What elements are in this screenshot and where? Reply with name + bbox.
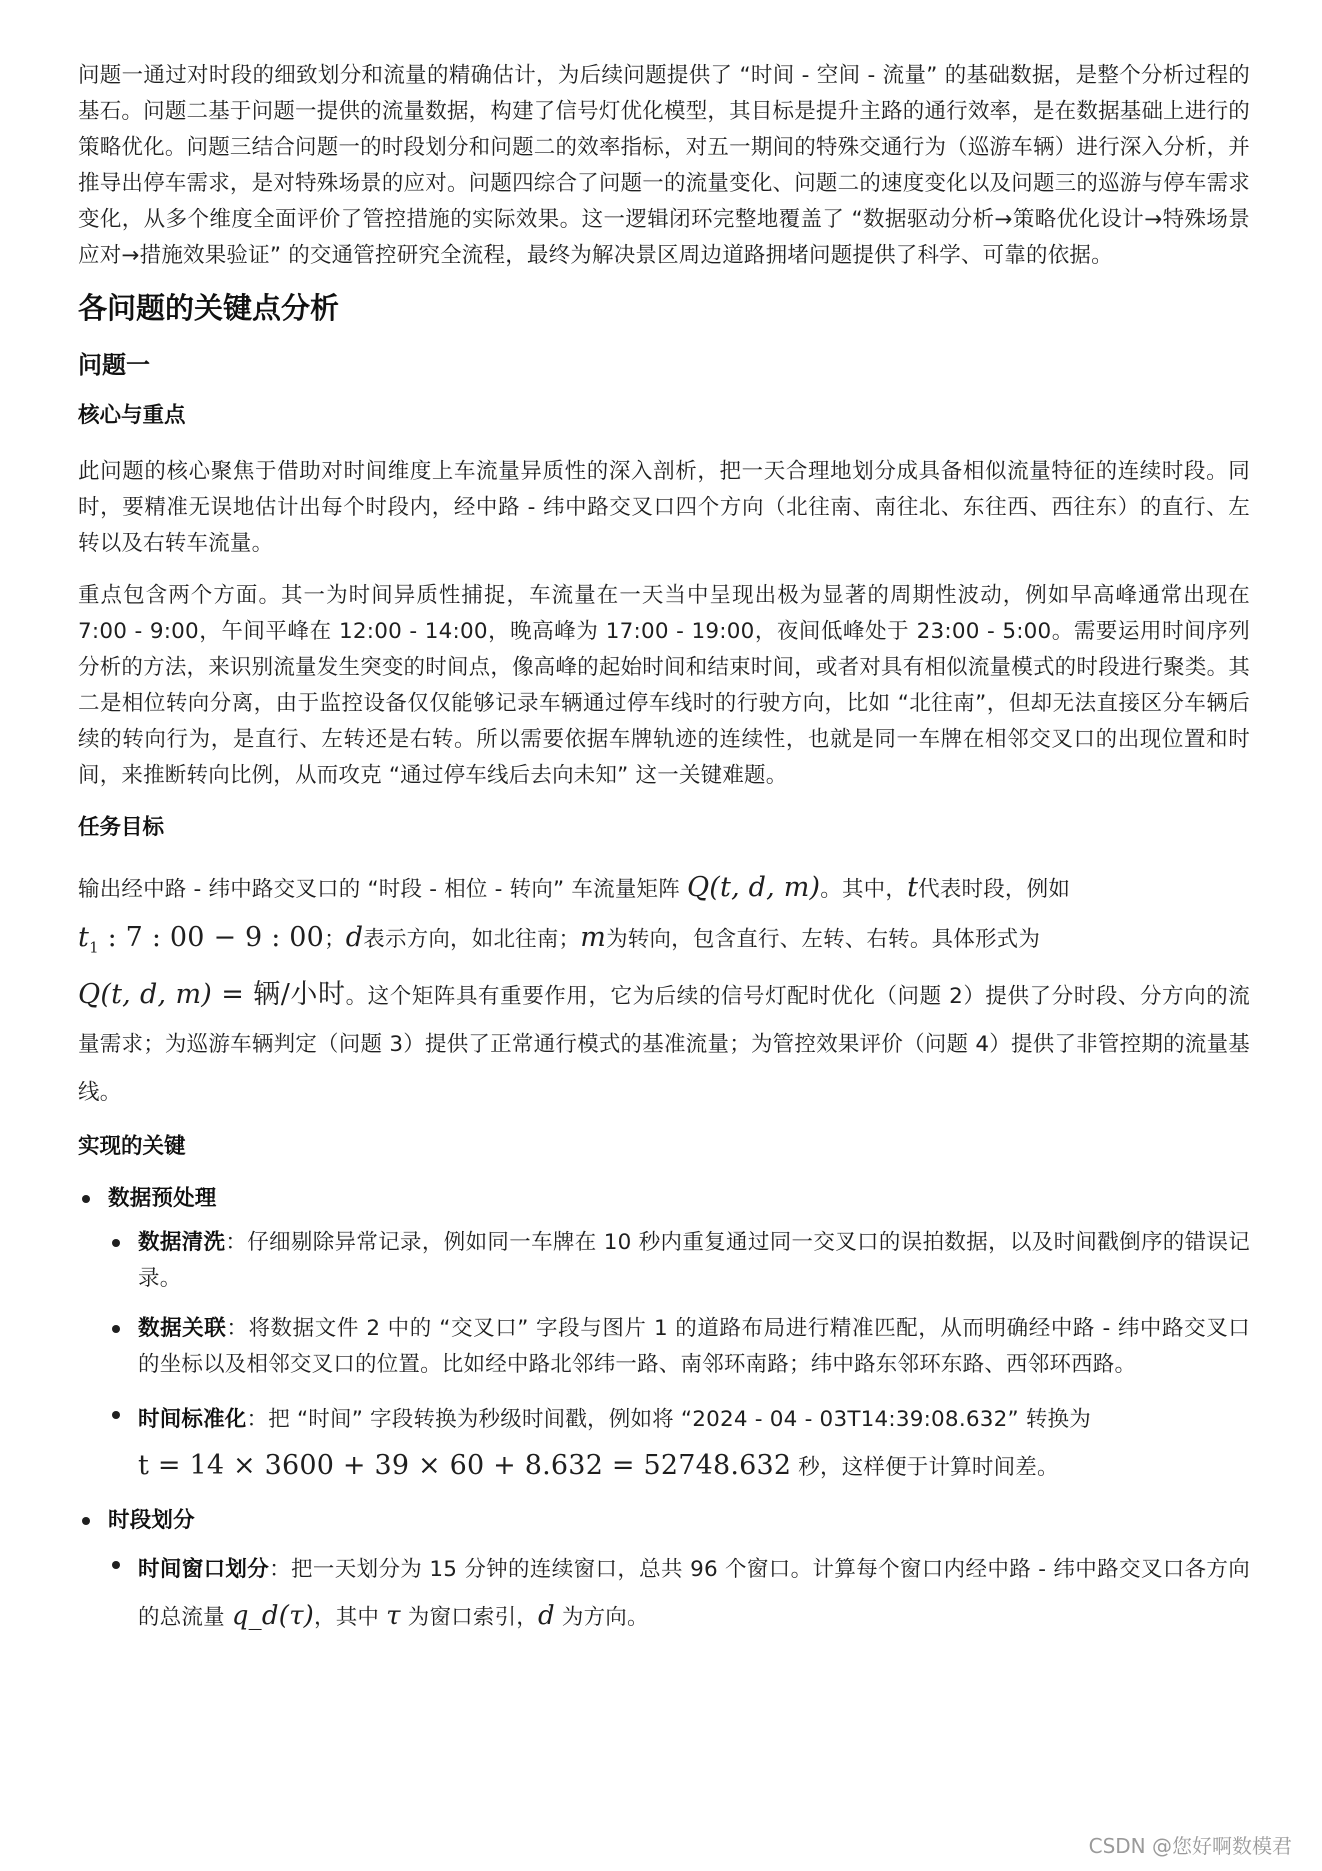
task-heading: 任务目标 bbox=[78, 815, 165, 840]
problem-title: 问题一 bbox=[78, 351, 150, 379]
task-paragraph bbox=[78, 864, 1250, 1117]
clean-label: 数据清洗 bbox=[138, 1230, 226, 1256]
task-text-2: 。其中， bbox=[820, 877, 908, 902]
task-text-5: 表示方向，如北往南； bbox=[363, 927, 581, 952]
time-tail: 秒，这样便于计算时间差。 bbox=[791, 1455, 1059, 1481]
window-text-3: 为窗口索引， bbox=[400, 1605, 538, 1631]
document-page bbox=[78, 58, 1250, 1641]
task-text-7: 。这个矩阵具有重要作用，它为后续的信号灯配时优化（问题 2）提供了分时段、分方向的流量需求；为巡游车辆判定（问题 3）提供了正常通行模式的基准流量；为管控效果评价（问题 4）提供了非管控期的流量基线。 bbox=[78, 984, 1250, 1106]
watermark: CSDN @您好啊数模君 bbox=[1088, 1834, 1292, 1858]
clean-item bbox=[138, 1225, 1250, 1297]
formula-t1: $t_1$ bbox=[78, 922, 99, 957]
list-item bbox=[78, 1311, 1250, 1383]
task-text-6: 为转向，包含直行、左转、右转。具体形式为 bbox=[606, 927, 1041, 952]
task-text-4: ； bbox=[324, 927, 346, 952]
list-item bbox=[78, 1547, 1250, 1641]
time-text: ：把 “时间” 字段转换为秒级时间戳，例如将 “2024 - 04 - 03T14:39:08.632” 转换为 bbox=[246, 1407, 1091, 1433]
formula-Q-2: Q(t, d, m) bbox=[78, 979, 213, 1011]
task-text-1: 输出经中路 - 纬中路交叉口的 “时段 - 相位 - 转向” 车流量矩阵 bbox=[78, 877, 687, 902]
window-label: 时间窗口划分 bbox=[138, 1557, 270, 1583]
time-item bbox=[138, 1397, 1250, 1491]
intro-paragraph: 问题一通过对时段的细致划分和流量的精确估计，为后续问题提供了 “时间 - 空间 - 流量” 的基础数据，是整个分析过程的基石。问题二基于问题一提供的流量数据，构建了信号灯优化模型，其目标是提升主路的通行效率，是在数据基础上进行的策略优化。问题三结合问题一的时段划分和问题二的效率指标，对五一期间的特殊交通行为（巡游车辆）进行深入分析，并推导出停车需求，是对特殊场景的应对。问题四综合了问题一的流量变化、问题二的速度变化以及问题三的巡游与停车需求变化，从多个维度全面评价了管控措施的实际效果。这一逻辑闭环完整地覆盖了 “数据驱动分析→策略优化设计→特殊场景应对→措施效果验证” 的交通管控研究全流程，最终为解决景区周边道路拥堵问题提供了科学、可靠的依据。 bbox=[78, 63, 1250, 268]
list-item bbox=[78, 1503, 1250, 1539]
formula-t: t bbox=[907, 872, 919, 903]
list-item bbox=[78, 1181, 1250, 1217]
list-item bbox=[78, 1225, 1250, 1297]
formula-Q: Q(t, d, m) bbox=[686, 872, 821, 903]
core-paragraph-2: 重点包含两个方面。其一为时间异质性捕捉，车流量在一天当中呈现出极为显著的周期性波动，例如早高峰通常出现在 7:00 - 9:00，午间平峰在 12:00 - 14:00，晚高峰为 17:00 - 19:00，夜间低峰处于 23:00 - 5:00。需要运用时间序列分析的方法，来识别流量发生突变的时间点，像高峰的起始时间和结束时间，或者对具有相似流量模式的时段进行聚类。其二是相位转向分离，由于监控设备仅仅能够记录车辆通过停车线时的行驶方向，比如 “北往南”，但却无法直接区分车辆后续的转向行为，是直行、左转还是右转。所以需要依据车牌轨迹的连续性，也就是同一车牌在相邻交叉口的出现位置和时间，来推断转向比例，从而攻克 “通过停车线后去向未知” 这一关键难题。 bbox=[78, 583, 1250, 788]
impl-list bbox=[78, 1181, 1250, 1641]
impl-heading: 实现的关键 bbox=[78, 1134, 186, 1160]
preprocess-label: 数据预处理 bbox=[108, 1186, 217, 1212]
formula-tau: τ bbox=[386, 1601, 401, 1632]
list-item bbox=[78, 1397, 1250, 1491]
formula-d: d bbox=[345, 922, 364, 953]
window-text: ：把一天划分为 15 分钟的连续窗口，总共 96 个窗口。计算每个窗口内经中路 - 纬中路交叉口各方向的总流量 bbox=[138, 1557, 1250, 1631]
time-label: 时间标准化 bbox=[138, 1407, 247, 1433]
link-label: 数据关联 bbox=[138, 1316, 227, 1342]
clean-text: ：仔细剔除异常记录，例如同一车牌在 10 秒内重复通过同一交叉口的误拍数据，以及时间戳倒序的错误记录。 bbox=[138, 1230, 1250, 1292]
formula-timestamp: t = 14 × 3600 + 39 × 60 + 8.632 = 52748.632 bbox=[138, 1450, 792, 1482]
formula-time-range: : 7 : 00 − 9 : 00 bbox=[98, 922, 325, 953]
formula-m: m bbox=[580, 922, 607, 953]
window-text-4: 为方向。 bbox=[554, 1605, 649, 1631]
window-item bbox=[138, 1547, 1250, 1641]
section-title: 各问题的关键点分析 bbox=[78, 291, 340, 325]
link-text: ：将数据文件 2 中的 “交叉口” 字段与图片 1 的道路布局进行精准匹配，从而明确经中路 - 纬中路交叉口的坐标以及相邻交叉口的位置。比如经中路北邻纬一路、南邻环南路；纬中路东邻环东路、西邻环西路。 bbox=[138, 1316, 1250, 1378]
formula-d-2: d bbox=[538, 1601, 555, 1632]
core-heading: 核心与重点 bbox=[78, 403, 186, 428]
task-text-3: 代表时段，例如 bbox=[918, 877, 1071, 902]
link-item bbox=[138, 1311, 1250, 1383]
formula-unit: = 辆/小时 bbox=[212, 979, 346, 1011]
window-text-2: ，其中 bbox=[314, 1605, 387, 1631]
core-paragraph-1: 此问题的核心聚焦于借助对时间维度上车流量异质性的深入剖析，把一天合理地划分成具备相似流量特征的连续时段。同时，要精准无误地估计出每个时段内，经中路 - 纬中路交叉口四个方向（北往南、南往北、东往西、西往东）的直行、左转以及右转车流量。 bbox=[78, 459, 1250, 556]
formula-q-tau: q_d(τ) bbox=[231, 1601, 315, 1632]
segment-label: 时段划分 bbox=[108, 1508, 195, 1534]
